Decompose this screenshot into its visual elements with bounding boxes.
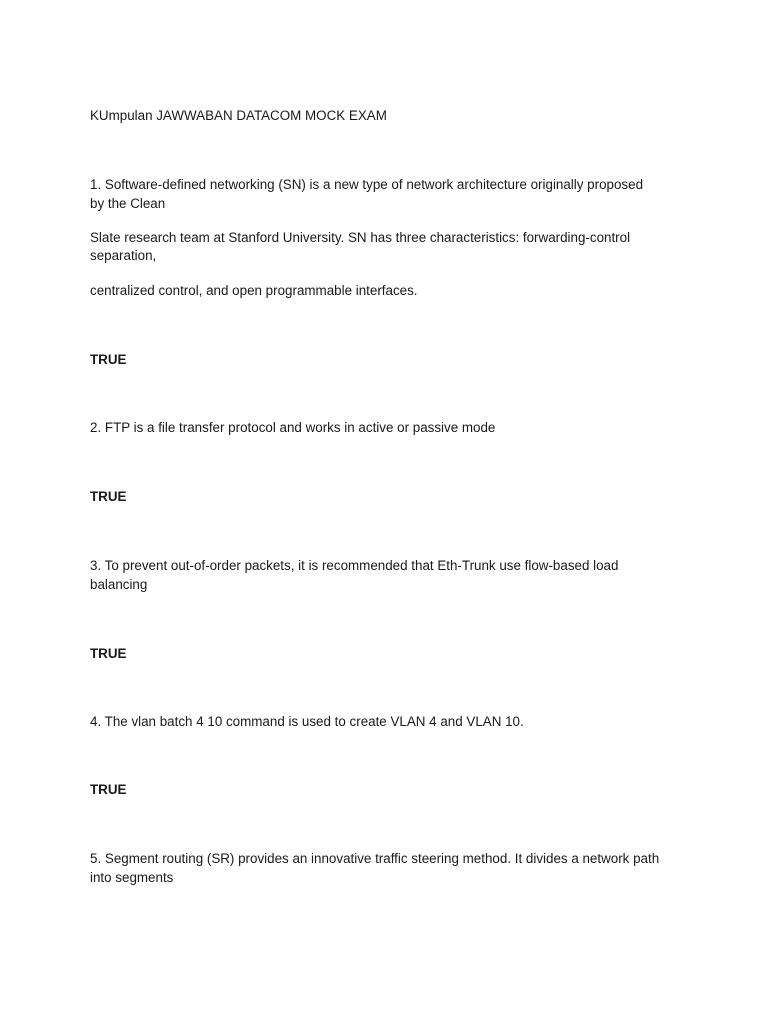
question-1-line-2: by the Clean: [90, 196, 166, 211]
question-1-line-4: separation,: [90, 248, 157, 263]
question-5-line-1: 5. Segment routing (SR) provides an innovative traffic steering method. It divides a network path: [90, 851, 660, 866]
question-1-line-1: 1. Software-defined networking (SN) is a new type of network architecture originally proposed: [90, 177, 644, 192]
document-title: KUmpulan JAWWABAN DATACOM MOCK EXAM: [90, 108, 387, 123]
question-3-line-1: 3. To prevent out-of-order packets, it is recommended that Eth-Trunk use flow-based load: [90, 558, 619, 573]
question-4-answer: TRUE: [90, 782, 127, 797]
question-2-line-1: 2. FTP is a file transfer protocol and works in active or passive mode: [90, 420, 496, 435]
question-3-line-2: balancing: [90, 577, 148, 592]
question-3-answer: TRUE: [90, 646, 127, 661]
question-4-line-1: 4. The vlan batch 4 10 command is used to create VLAN 4 and VLAN 10.: [90, 714, 524, 729]
question-5-line-2: into segments: [90, 870, 174, 885]
question-1-line-5: centralized control, and open programmable interfaces.: [90, 283, 418, 298]
question-1-answer: TRUE: [90, 352, 127, 367]
question-2-answer: TRUE: [90, 489, 127, 504]
question-1-line-3: Slate research team at Stanford University. SN has three characteristics: forwarding-control: [90, 230, 631, 245]
